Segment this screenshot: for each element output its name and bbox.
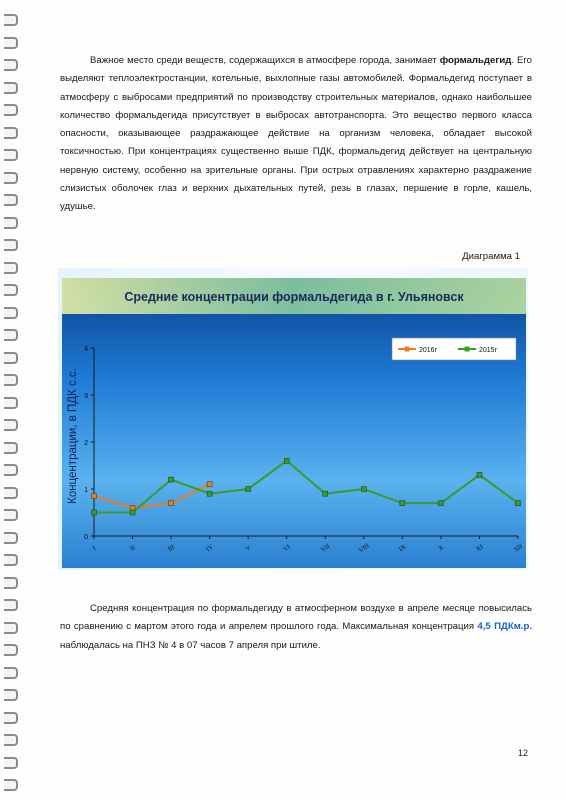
binding-ring: [4, 667, 18, 679]
binding-ring: [4, 14, 18, 26]
x-tick-label: VIII: [357, 542, 371, 555]
binding-ring: [4, 104, 18, 116]
binding-ring: [4, 487, 18, 499]
binding-ring: [4, 599, 18, 611]
y-tick-label: 1: [84, 487, 88, 494]
binding-ring: [4, 82, 18, 94]
chart-background: [62, 278, 526, 568]
binding-ring: [4, 284, 18, 296]
binding-ring: [4, 419, 18, 431]
binding-ring: [4, 194, 18, 206]
paragraph2-lead: Средняя концентрация по формальдегиду в атмосферном воздухе в апреле месяце повысилась по сравнению с мартом этого года и апрелем прошлого года. Максимальная концентрация: [60, 603, 532, 633]
data-point: [361, 487, 366, 492]
chart-legend: [392, 338, 516, 360]
x-tick-label: III: [166, 543, 177, 554]
max-concentration-value: 4,5 ПДКм.р.: [477, 621, 532, 633]
binding-ring: [4, 217, 18, 229]
binding-ring: [4, 37, 18, 49]
binding-ring: [4, 734, 18, 746]
binding-ring: [4, 59, 18, 71]
binding-ring: [4, 374, 18, 386]
binding-ring: [4, 757, 18, 769]
data-point: [169, 501, 174, 506]
y-tick-label: 0: [84, 534, 88, 541]
y-tick-label: 4: [84, 346, 88, 353]
spiral-binding: [0, 0, 26, 800]
data-point: [284, 458, 289, 463]
chart-y-axis-label: Концентрации, в ПДК с.с.: [67, 368, 79, 504]
data-point: [92, 510, 97, 515]
binding-ring: [4, 262, 18, 274]
binding-ring: [4, 307, 18, 319]
x-tick-label: IX: [397, 543, 408, 554]
x-tick-label: I: [91, 544, 98, 552]
binding-ring: [4, 352, 18, 364]
data-point: [477, 472, 482, 477]
paragraph-april-concentration: [60, 600, 532, 655]
x-tick-label: V: [244, 544, 253, 553]
binding-ring: [4, 509, 18, 521]
diagram-caption: Диаграмма 1: [462, 251, 520, 262]
paragraph-formaldehyde-intro: [60, 52, 532, 217]
x-tick-label: X: [437, 544, 446, 553]
paragraph1-bold-term: формальдегид: [439, 55, 512, 66]
data-point: [207, 482, 212, 487]
binding-ring: [4, 712, 18, 724]
binding-ring: [4, 464, 18, 476]
data-point: [246, 487, 251, 492]
x-tick-label: VII: [319, 542, 332, 554]
binding-ring: [4, 554, 18, 566]
binding-ring: [4, 127, 18, 139]
x-tick-label: XI: [474, 543, 485, 554]
data-point: [92, 494, 97, 499]
binding-ring: [4, 442, 18, 454]
x-tick-label: II: [129, 544, 137, 553]
data-point: [438, 501, 443, 506]
y-tick-label: 3: [84, 393, 88, 400]
binding-ring: [4, 532, 18, 544]
binding-ring: [4, 149, 18, 161]
line-chart: [62, 278, 526, 568]
y-tick-label: 2: [84, 440, 88, 447]
chart-title: Средние концентрации формальдегида в г. Ульяновск: [124, 290, 464, 304]
legend-label: 2016г: [419, 347, 438, 354]
x-tick-label: IV: [205, 543, 215, 554]
x-tick-label: VI: [282, 543, 292, 554]
data-point: [130, 505, 135, 510]
binding-ring: [4, 622, 18, 634]
paragraph1-lead: Важное место среди веществ, содержащихся в атмосфере города, занимает: [90, 55, 440, 66]
page-number: 12: [517, 748, 528, 758]
binding-ring: [4, 689, 18, 701]
x-tick-label: XII: [512, 542, 524, 554]
data-point: [169, 477, 174, 482]
legend-label: 2015г: [479, 347, 498, 354]
binding-ring: [4, 577, 18, 589]
data-point: [323, 491, 328, 496]
data-point: [207, 491, 212, 496]
binding-ring: [4, 239, 18, 251]
chart-container: [62, 278, 526, 568]
binding-ring: [4, 644, 18, 656]
legend-swatch-marker: [465, 347, 470, 352]
paragraph1-rest: . Его выделяют теплоэлектростанции, котельные, выхлопные газы автомобилей. Формальдегид поступает в атмосферу с выбросами предприятий по производству строительных материалов, однако наибольшее количество формальдегида присутствует в выбросах автотранспорта. Это вещество первого класса опасности, оказывающее раздражающее действие на организм человека, обладает высокой токсичностью. При концентрациях существенно выше ПДК, формальдегид действует на центральную нервную систему, особенно на зрительные органы. При острых отравлениях характерно раздражение слизистых оболочек глаз и верхних дыхательных путей, резь в глазах, першение в горле, кашель, удушье.: [60, 55, 533, 213]
binding-ring: [4, 779, 18, 791]
binding-ring: [4, 329, 18, 341]
data-point: [400, 501, 405, 506]
paragraph2-rest: наблюдалась на ПНЗ № 4 в 07 часов 7 апреля при штиле.: [60, 639, 321, 651]
legend-swatch-marker: [405, 347, 410, 352]
data-point: [130, 510, 135, 515]
binding-ring: [4, 397, 18, 409]
data-point: [516, 501, 521, 506]
binding-ring: [4, 172, 18, 184]
